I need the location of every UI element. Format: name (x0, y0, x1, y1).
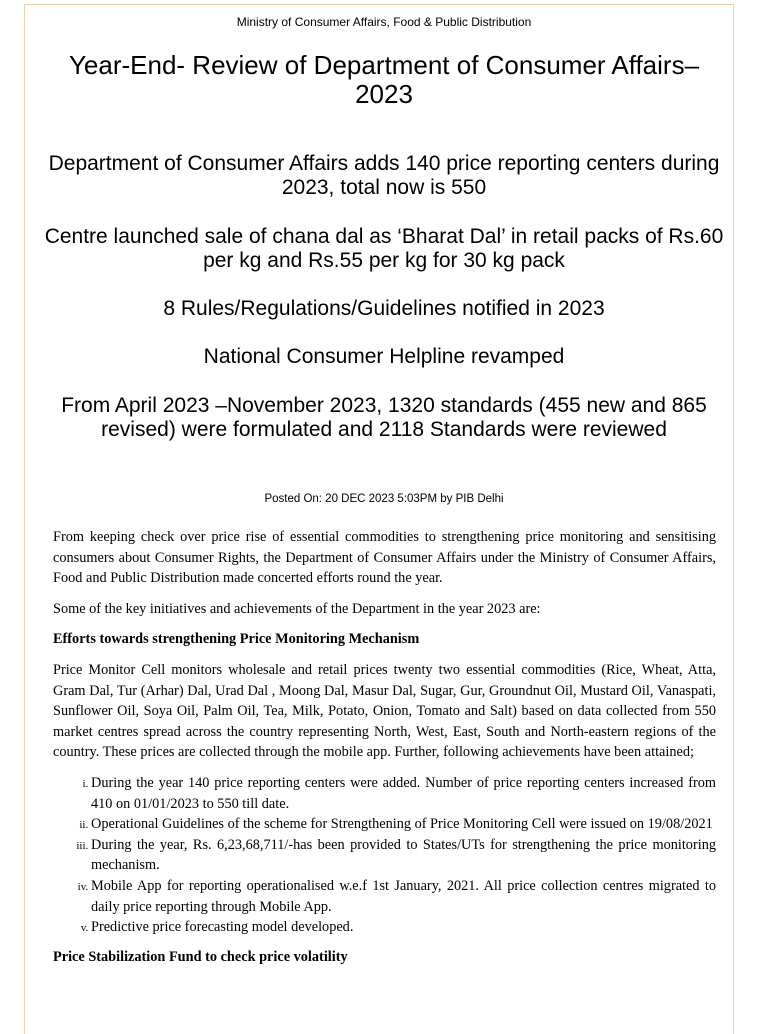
achievements-list (53, 773, 716, 938)
highlight-bharat-dal: Centre launched sale of chana dal as ‘Bharat Dal’ in retail packs of Rs.60 per kg and Rs.55 per kg for 30 kg pack (44, 225, 724, 272)
section-heading-price-stabilization: Price Stabilization Fund to check price volatility (53, 948, 348, 965)
highlight-price-centers: Department of Consumer Affairs adds 140 price reporting centers during 2023, total now is 550 (48, 152, 720, 199)
ministry-name: Ministry of Consumer Affairs, Food & Public Distribution (236, 15, 532, 29)
highlight-standards: From April 2023 –November 2023, 1320 standards (455 new and 865 revised) were formulated and 2118 Standards were reviewed (61, 394, 707, 441)
list-item: i. During the year 140 price reporting centers were added. Number of price reporting centers increased from 410 on 01/01/2023 to 550 till date. (91, 773, 716, 814)
list-item: iv. Mobile App for reporting operationalised w.e.f 1st January, 2021. All price collection centres migrated to daily price reporting through Mobile App. (91, 876, 716, 917)
highlight-rules-notified: 8 Rules/Regulations/Guidelines notified in 2023 (163, 297, 605, 320)
page-title: Year-End- Review of Department of Consumer Affairs– 2023 (68, 50, 700, 109)
highlight-helpline: National Consumer Helpline revamped (203, 345, 565, 368)
article-body (53, 527, 716, 977)
key-initiatives-paragraph: Some of the key initiatives and achievements of the Department in the year 2023 are: (53, 600, 541, 617)
price-monitor-paragraph: Price Monitor Cell monitors wholesale and retail prices twenty two essential commodities (Rice, Wheat, Atta, Gram Dal, Tur (Arhar) Dal, Urad Dal , Moong Dal, Masur Dal, Sugar, Gur, Groundnut Oil, Mustard Oil, Vanaspati, Sunflower Oil, Soya Oil, Palm Oil, Tea, Milk, Potato, Onion, Tomato and Salt) based on data collected from 550 market centres spread across the country representing North, West, East, South and North-eastern regions of the country. These prices are collected through the mobile app. Further, following achievements have been attained; (53, 661, 716, 761)
list-item: iii. During the year, Rs. 6,23,68,711/-has been provided to States/UTs for strengthening the price monitoring mechanism. (91, 835, 716, 876)
section-heading-price-monitoring: Efforts towards strengthening Price Monitoring Mechanism (53, 631, 420, 648)
intro-paragraph: From keeping check over price rise of essential commodities to strengthening price monitoring and sensitising consumers about Consumer Rights, the Department of Consumer Affairs under the Ministry of Consumer Affairs, Food and Public Distribution made concerted efforts round the year. (53, 529, 716, 587)
posted-date: Posted On: 20 DEC 2023 5:03PM by PIB Delhi (264, 493, 504, 505)
list-item: v. Predictive price forecasting model developed. (91, 917, 716, 938)
list-item: ii. Operational Guidelines of the scheme for Strengthening of Price Monitoring Cell were issued on 19/08/2021 (91, 814, 716, 835)
